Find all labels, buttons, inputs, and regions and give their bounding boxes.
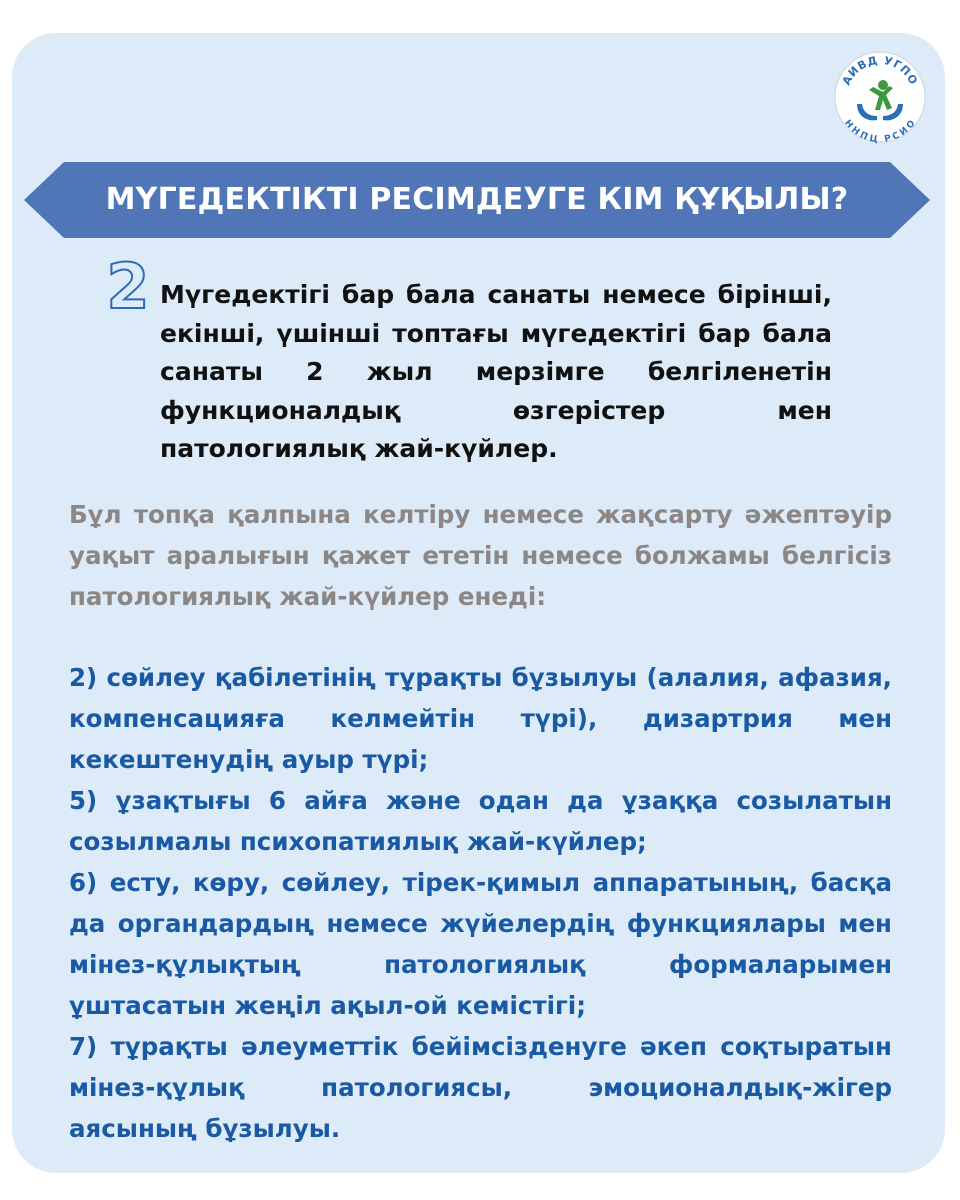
section-number-text: 2 [106,256,150,318]
conditions-list [69,657,892,1149]
list-item: 7) тұрақты әлеуметтік бейімсізденуге әкеп соқтыратын мінез-құлық патологиясы, эмоционалдық-жігер аясының бұзылуы. [69,1032,892,1143]
logo-emblem [833,50,927,144]
section-description: Мүгедектігі бар бала санаты немесе бірінші, екінші, үшінші топтағы мүгедектігі бар бала санаты 2 жыл мерзімге белгіленетін функционалдық өзгерістер мен патологиялық жай-күйлер. [160,280,832,463]
banner-title: МҮГЕДЕКТІКТІ РЕСІМДЕУГЕ КІМ ҚҰҚЫЛЫ? [105,182,849,217]
section-number [104,256,152,318]
list-item: 2) сөйлеу қабілетінің тұрақты бұзылуы (алалия, афазия, компенсацияға келмейтін түрі), дизартрия мен кекештенудің ауыр түрі; [69,663,892,774]
organization-logo [833,50,927,144]
logo-bottom-text: ННПЦ РСИО [842,118,918,144]
list-item: 6) есту, көру, сөйлеу, тірек-қимыл аппаратының, басқа да органдардың немесе жүйелердің функциялары мен мінез-құлықтың патологиялық формаларымен ұштасатын жеңіл ақыл-ой кемістігі; [69,868,892,1020]
title-banner [24,162,930,238]
logo-top-text: АИВД УГПО [839,53,921,88]
list-item: 5) ұзақтығы 6 айға және одан да ұзаққа созылатын созылмалы психопатиялық жай-күйлер; [69,786,892,856]
intro-paragraph: Бұл топқа қалпына келтіру немесе жақсарту әжептәуір уақыт аралығын қажет ететін немесе болжамы белгісіз патологиялық жай-күйлер енеді: [69,500,892,611]
number-glyph [104,256,152,318]
